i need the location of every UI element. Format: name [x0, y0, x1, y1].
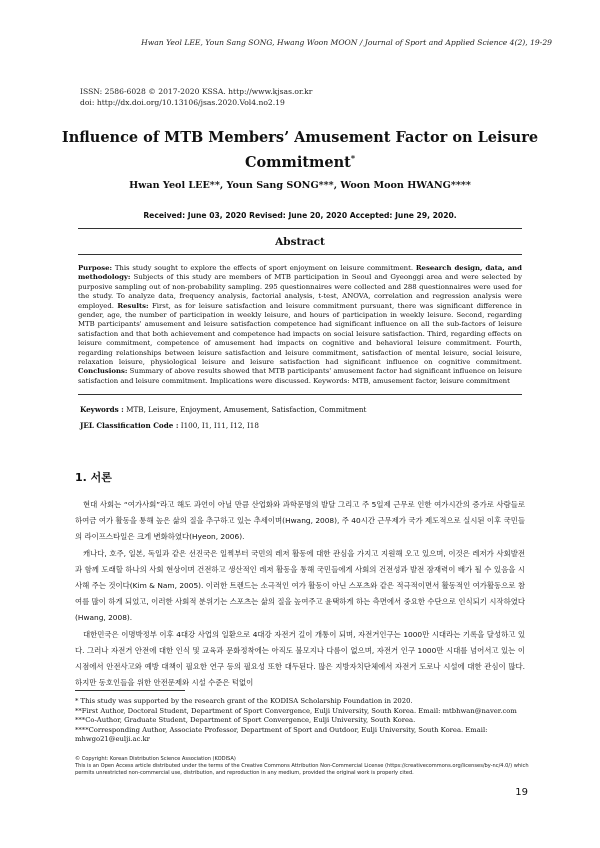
abstract-heading: Abstract	[275, 236, 325, 248]
article-meta	[80, 86, 312, 108]
title-footnote-mark: *	[350, 153, 356, 163]
abstract-body	[78, 264, 522, 386]
section-heading: 1. 서론	[75, 471, 112, 484]
footnote: * This study was supported by the research grant of the KODISA Scholarship Foundation in 2020.	[75, 697, 413, 705]
jel-text: I100, I1, I11, I12, I18	[178, 421, 259, 430]
footnote: ****Corresponding Author, Associate Professor, Department of Sport and Outdoor, Eulji University, South Korea. Email: mhwgo21@eulji.ac.kr	[75, 725, 488, 744]
jel-label: JEL Classification Code :	[80, 421, 179, 430]
running-head: Hwan Yeol LEE, Youn Sang SONG, Hwang Woon MOON / Journal of Sport and Applied Science 4(2), 19-29	[141, 38, 552, 47]
footnote: ***Co-Author, Graduate Student, Department of Sport Convergence, Eulji University, South Korea.	[75, 716, 416, 725]
footnote: **First Author, Doctoral Student, Department of Sport Convergence, Eulji University, South Korea. Email: mtbhwan@naver.com	[75, 706, 517, 715]
jel-line	[80, 421, 259, 430]
abstract-bottom-rule	[78, 394, 522, 395]
results-text: First, as for leisure satisfaction and leisure commitment pursuant, there was significant difference in gender, age, the number of participation in weekly leisure, and hours of participation in weekly leisure. Second, regarding MTB participants' amusement and leisure satisfaction competence had significant influence on all the sub-factors of leisure satisfaction and that both achievement and competence had impacts on social leisure satisfaction. Third, regarding effects on leisure commitment, competence of amusement had impacts on cognitive and behavioral leisure commitment. Fourth, regarding relationships between leisure satisfaction and leisure commitment, satisfaction of mental leisure, social leisure, relaxation leisure, physiological leisure and leisure satisfaction had significant influence on cognitive commitment.	[78, 301, 522, 367]
conclusions-label: Conclusions:	[78, 367, 128, 376]
license-notice	[75, 756, 535, 778]
copyright-line: © Copyright: Korean Distribution Science Association (KODISA)	[75, 756, 236, 762]
purpose-text: This study sought to explore the effects of sport enjoyment on leisure commitment.	[112, 264, 416, 272]
received-dates: Received: June 03, 2020 Revised: June 20, 2020 Accepted: June 29, 2020.	[143, 211, 457, 220]
license-text: This is an Open Access article distributed under the terms of the Creative Commons Attribution Non-Commercial License (https://creativecommons.org/licenses/by-nc/4.0/) which permits unrestricted non-commercial use, distribution, and reproduction in any medium, provided the original work is properly cited.	[75, 763, 529, 777]
abstract-heading-rule	[78, 254, 522, 255]
abstract-top-rule	[78, 228, 522, 229]
results-label: Results:	[117, 301, 149, 310]
design-text: Subjects of this study are members of MTB participation in Seoul and Gyeonggi area and were selected by purposive sampling out of non-probability sampling. 295 questionnaires were collected and 288 questionnaires were used for the study. To analyze data, frequency analysis, factorial analysis, t-test, ANOVA, correlation and regression analysis were employed.	[78, 273, 522, 310]
footnotes	[75, 697, 525, 745]
keywords-label: Keywords :	[80, 405, 124, 414]
purpose-label: Purpose:	[78, 264, 113, 272]
keywords-text: MTB, Leisure, Enjoyment, Amusement, Satisfaction, Commitment	[123, 405, 367, 414]
issn-line: ISSN: 2586-6028 © 2017-2020 KSSA. http://www.kjsas.or.kr	[80, 87, 313, 96]
paragraph: 대한민국은 이명박정부 이후 4대강 사업의 일환으로 4대강 자전거 길이 개통이 되며, 자전거인구는 1000만 시대라는 기록을 달성하고 있다. 그러나 자전거 안전에 대한 인식 및 교육과 문화정착에는 아직도 불모지나 다름이 없으며, 자전거 인구 1000만 시대를 넘어서고 있는 이 시점에서 안전사고와 예방 대책이 필요한 연구 등의 필요성 또한 대두된다. 많은 지방자치단체에서 자전거 도로나 시설에 대한 관심이 많다. 하지만 동호인들을 위한 안전문제와 시설 수준은 턱없이	[75, 629, 525, 688]
body-text	[75, 497, 525, 691]
keywords-line	[80, 405, 366, 414]
paragraph: 현대 사회는 “여가사회”라고 해도 과언이 아닐 만큼 산업화와 과학문명의 발달 그리고 주 5일제 근무로 인한 여가시간의 증가로 사람들로 하여금 여가 활동을 통해 높은 삶의 질을 추구하고 있는 추세이며(Hwang, 2008), 주 40시간 근무제가 국가 제도적으로 실시된 이후 국민들의 라이프스타일은 크게 변화하였다(Hyeon, 2006).	[75, 500, 525, 542]
footnote-rule	[75, 690, 185, 691]
paragraph: 캐나다, 호주, 일본, 독일과 같은 선진국은 일찍부터 국민의 레저 활동에 대한 관심을 가지고 지원해 오고 있으며, 이것은 레저가 사회발전과 함께 도래할 하나의 사회 현상이며 건전하고 생산적인 레저 활동을 통해 국민들에게 사회의 건전성과 발전 잠재력이 배가 될 수 있음을 시사해 주는 것이다(Kim & Nam, 2005). 이러한 트렌드는 소극적인 여가 활동이 아닌 스포츠와 같은 적극적이면서 활동적인 여가활동으로 참여를 많이 하게 되었고, 이러한 사회적 분위기는 스포츠는 삶의 질을 높여주고 윤택하게 하는 측면에서 중요한 수단으로 인식되기 시작하였다(Hwang, 2008).	[75, 548, 525, 623]
author-list: Hwan Yeol LEE**, Youn Sang SONG***, Woon Moon HWANG****	[129, 180, 471, 191]
title-text: Influence of MTB Members’ Amusement Factor on Leisure Commitment	[61, 129, 539, 171]
page-number: 19	[515, 787, 528, 798]
paper-title	[60, 127, 540, 173]
design-label: Research design, data, and methodology:	[78, 264, 523, 282]
doi-line: doi: http://dx.doi.org/10.13106/jsas.2020.Vol4.no2.19	[80, 98, 285, 107]
conclusions-text: Summary of above results showed that MTB participants' amusement factor had significant influence on leisure satisfaction and leisure commitment. Implications were discussed. Keywords: MTB, amusement factor, leisure commitment	[78, 367, 522, 385]
